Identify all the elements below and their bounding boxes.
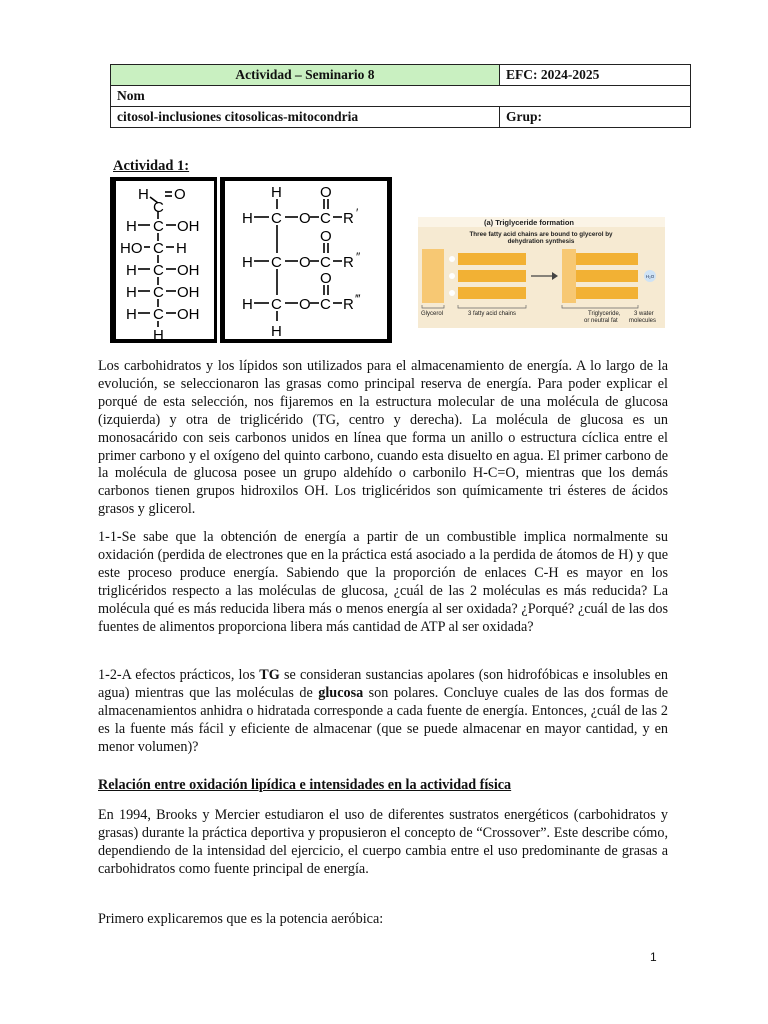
gluc-c3: C — [153, 240, 164, 257]
tg-r2: R — [343, 254, 354, 271]
tg-c3: C — [271, 296, 282, 313]
nom-field: Nom — [111, 86, 691, 107]
triglyceride-structure — [220, 177, 392, 343]
fatty-acid-chain-2 — [458, 270, 526, 282]
grup-field: Grup: — [500, 107, 691, 128]
tg-r1: R — [343, 210, 354, 227]
tg-bold: TG — [259, 667, 280, 683]
glycerol-label: Glycerol — [421, 311, 444, 317]
tg-glycerol-box — [562, 249, 576, 303]
tg-cc2: C — [320, 254, 331, 271]
gluc-h6: H — [126, 306, 137, 323]
page-number: 1 — [650, 950, 657, 964]
gluc-c5: C — [153, 284, 164, 301]
gluc-h7: H — [153, 327, 164, 343]
tg-p1: ′ — [356, 206, 359, 220]
fatty-acid-chain-1 — [458, 253, 526, 265]
gluc-ho3: HO — [120, 240, 143, 257]
gluc-c6: C — [153, 306, 164, 323]
seminar-title: Actividad – Seminario 8 — [111, 65, 500, 86]
formation-subtitle-1: Three fatty acid chains are bound to glycerol by — [469, 231, 613, 238]
tg-h-bottom: H — [271, 323, 282, 340]
gluc-c1: C — [153, 199, 164, 216]
paragraph-crossover: En 1994, Brooks y Mercier estudiaron el uso de diferentes sustratos energéticos (carbohidratos y grasas) durante la práctica deportiva y propusieron el concepto de “Crossover”. Este describe cómo, dependiendo de la intensidad del ejercicio, el cuerpo cambia entre el uso predominante de grasas a carbohidratos como fuente principal de energía. — [98, 807, 668, 877]
tg-o-top2: O — [320, 228, 332, 245]
glycerol-box — [422, 249, 444, 303]
tg-label-1: Triglyceride, — [588, 311, 621, 317]
tg-c1: C — [271, 210, 282, 227]
gluc-oh4: OH — [177, 262, 200, 279]
tg-o-top1: O — [320, 184, 332, 201]
water-label-2: molecules — [629, 318, 657, 324]
tg-label-2: or neutral fat — [584, 318, 618, 324]
tg-h2: H — [242, 254, 253, 271]
gluc-oh6: OH — [177, 306, 200, 323]
tg-c2: C — [271, 254, 282, 271]
water-label-1: 3 water — [634, 311, 654, 317]
gluc-h2: H — [126, 218, 137, 235]
tg-r3: R — [343, 296, 354, 313]
tg-h3: H — [242, 296, 253, 313]
efc-year: EFC: 2024-2025 — [500, 65, 691, 86]
topic: citosol-inclusiones citosolicas-mitocondria — [111, 107, 500, 128]
glucose-structure — [110, 177, 217, 343]
tg-cc3: C — [320, 296, 331, 313]
activity-title: Actividad 1: — [113, 158, 190, 174]
tg-o2: O — [299, 254, 311, 271]
paragraph-intro: Los carbohidratos y los lípidos son utilizados para el almacenamiento de energía. A lo largo de la evolución, se seleccionaron las grasas como principal reserva de energía. Para poder explicar el porqué de esta selección, nos fijaremos en la estructura molecular de una molécula de glucosa (izquierda) y otra de triglicérido (TG, centro y derecha). La molécula de glucosa es un monosacárido con seis carbonos unidos en línea que forma un anillo o estructura cíclica entre el primer carbono y el oxígeno del quinto carbono, cuando esta disuelto en agua. El primer carbono de la molécula de glucosa posee un grupo aldehído o carbonilo H-C=O, mientras que los demás carbonos tienen grupos hidroxilos OH. Los triglicéridos son químicamente tri ésteres de ácidos grasos y glicerol. — [98, 358, 668, 518]
paragraph-question-1-2: 1-2-A efectos prácticos, los TG se consideran sustancias apolares (son hidrofóbicas e insolubles en agua) mientras que las moléculas de glucosa son polares. Concluye cuales de las dos formas de almacenamientos anhidra o hidratada corresponde a cada fuente de energía. Entonces, ¿cuál de las 2 es la fuente más fácil y eficiente de almacenar (que se puede almacenar en mayor cantidad, y en menor volumen)? — [98, 667, 669, 755]
formation-title: (a) Triglyceride formation — [484, 218, 575, 227]
gluc-h3: H — [176, 240, 187, 257]
formation-subtitle-2: dehydration synthesis — [507, 238, 575, 245]
glucosa-bold: glucosa — [318, 684, 364, 701]
gluc-o1: O — [174, 186, 186, 203]
tg-h1: H — [242, 210, 253, 227]
paragraph-question-1-1: 1-1-Se sabe que la obtención de energía a partir de un combustible implica normalmente su oxidación (perdida de electrones que en la práctica está asociado a la perdida de átomos de H) y que este proceso produce energía. Sabiendo que la proporción de enlaces C-H es mayor en los triglicéridos respecto a las moléculas de glucosa, ¿cuál de las 2 moléculas es más reducida? La molécula qué es más reducida libera más o menos energía al ser oxidada? ¿Porqué? ¿cuál de las dos fuentes de alimentos proporciona libera más cantidad de ATP al ser oxidada? — [98, 529, 668, 635]
tg-h-top: H — [271, 184, 282, 201]
header-table — [110, 64, 691, 128]
triglyceride-formation-figure — [418, 217, 665, 328]
gluc-oh5: OH — [177, 284, 200, 301]
tg-chain-3 — [576, 287, 638, 299]
tg-o3: O — [299, 296, 311, 313]
paragraph-aerobic: Primero explicaremos que es la potencia aeróbica: — [98, 911, 384, 927]
tg-p3: ‴ — [356, 292, 361, 306]
gluc-oh2: OH — [177, 218, 200, 235]
tg-chain-2 — [576, 270, 638, 282]
gluc-h4: H — [126, 262, 137, 279]
gluc-h1: H — [138, 186, 149, 203]
gluc-h5: H — [126, 284, 137, 301]
chains-label: 3 fatty acid chains — [468, 311, 517, 317]
tg-chain-1 — [576, 253, 638, 265]
water-formula: H₂O — [645, 274, 655, 279]
gluc-c2: C — [153, 218, 164, 235]
tg-cc1: C — [320, 210, 331, 227]
tg-o-top3: O — [320, 270, 332, 287]
gluc-c4: C — [153, 262, 164, 279]
section-title: Relación entre oxidación lipídica e intensidades en la actividad física — [98, 777, 512, 793]
fatty-acid-chain-3 — [458, 287, 526, 299]
tg-o1: O — [299, 210, 311, 227]
tg-p2: ″ — [356, 250, 361, 264]
